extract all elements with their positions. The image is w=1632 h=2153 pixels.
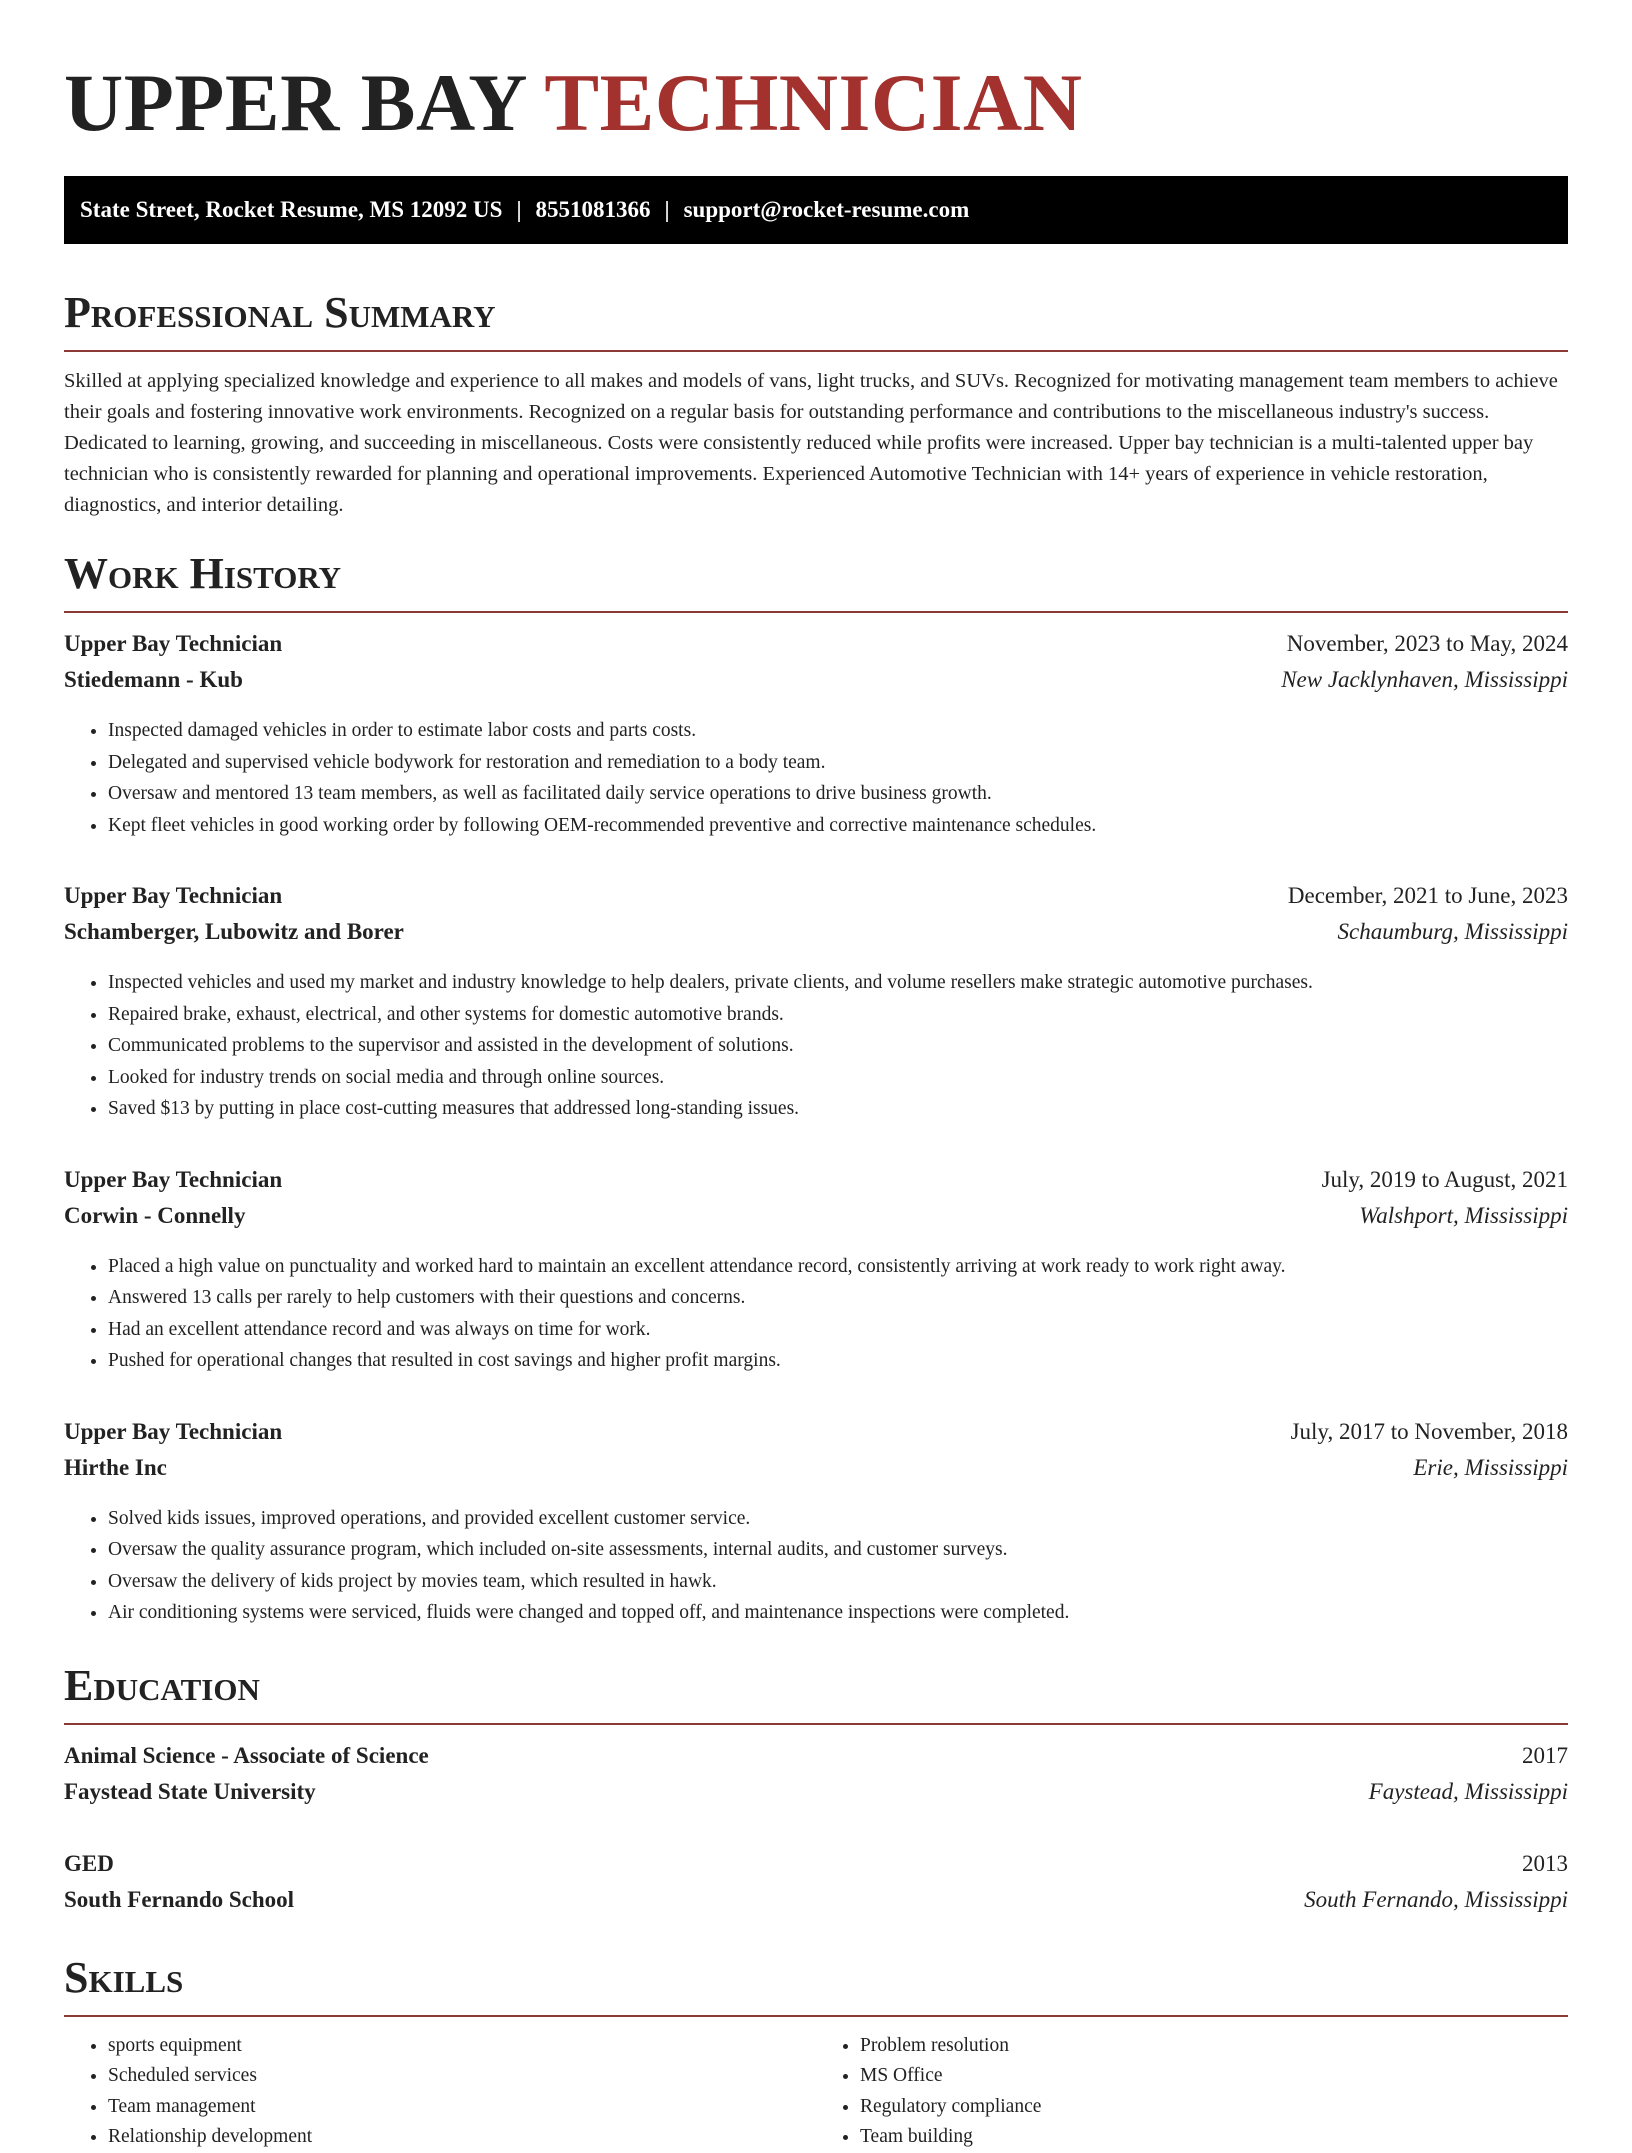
job-company: Schamberger, Lubowitz and Borer xyxy=(64,919,404,944)
job-header-row xyxy=(64,631,1568,667)
skills-column-left xyxy=(64,2031,816,2153)
job-location: Schaumburg, Mississippi xyxy=(1337,919,1568,944)
skill-item: • Regulatory compliance xyxy=(860,2092,1568,2123)
contact-separator: | xyxy=(664,197,670,222)
job-bullets xyxy=(64,1503,1568,1629)
job-entry xyxy=(64,631,1568,841)
education-entry xyxy=(64,1743,1568,1815)
skills-section xyxy=(64,1951,1568,2153)
job-location: Walshport, Mississippi xyxy=(1359,1202,1568,1228)
education-school: South Fernando School xyxy=(64,1886,295,1912)
job-bullet: • Communicated problems to the supervisor and assisted in the development of solutions. xyxy=(108,1030,1568,1062)
job-bullet: • Oversaw the delivery of kids project by movies team, which resulted in hawk. xyxy=(108,1566,1568,1598)
education-section xyxy=(64,1659,1568,1923)
job-bullet: • Oversaw the quality assurance program, which included on-site assessments, internal audits, and customer surveys. xyxy=(108,1534,1568,1566)
skill-item: • Team management xyxy=(108,2092,816,2123)
job-bullet: • Inspected vehicles and used my market and industry knowledge to help dealers, private clients, and volume resellers make strategic automotive purchases. xyxy=(108,967,1568,999)
contact-address: State Street, Rocket Resume, MS 12092 US xyxy=(80,197,503,222)
job-entry xyxy=(64,1419,1568,1629)
skill-item: • Relationship development xyxy=(108,2122,816,2153)
contact-email: support@rocket-resume.com xyxy=(683,197,970,222)
job-company-row xyxy=(64,919,1568,955)
name-first: UPPER BAY xyxy=(64,57,525,148)
job-bullets xyxy=(64,1251,1568,1377)
education-list xyxy=(64,1743,1568,1923)
job-bullets xyxy=(64,967,1568,1125)
job-header-row xyxy=(64,883,1568,919)
job-location: Erie, Mississippi xyxy=(1413,1454,1568,1480)
education-school-row xyxy=(64,1779,1568,1815)
education-year: 2013 xyxy=(1522,1850,1568,1876)
contact-separator: | xyxy=(516,197,522,222)
section-title-education: Education xyxy=(64,1659,1568,1725)
section-title-skills: Skills xyxy=(64,1951,1568,2017)
contact-bar xyxy=(64,176,1568,244)
job-bullet: • Solved kids issues, improved operations, and provided excellent customer service. xyxy=(108,1503,1568,1535)
job-bullet: • Air conditioning systems were serviced, fluids were changed and topped off, and maintenance inspections were completed. xyxy=(108,1597,1568,1629)
skill-item: • MS Office xyxy=(860,2061,1568,2092)
job-bullet: • Had an excellent attendance record and was always on time for work. xyxy=(108,1314,1568,1346)
job-bullet: • Saved $13 by putting in place cost-cutting measures that addressed long-standing issues. xyxy=(108,1093,1568,1125)
job-bullet: • Inspected damaged vehicles in order to estimate labor costs and parts costs. xyxy=(108,715,1568,747)
job-dates: July, 2019 to August, 2021 xyxy=(1321,1166,1568,1192)
job-list xyxy=(64,631,1568,1629)
job-entry xyxy=(64,883,1568,1125)
education-header-row xyxy=(64,1851,1568,1887)
candidate-name xyxy=(64,0,1568,148)
education-location: South Fernando, Mississippi xyxy=(1304,1886,1568,1912)
skill-item: • sports equipment xyxy=(108,2031,816,2062)
job-title: Upper Bay Technician xyxy=(64,1166,283,1192)
job-title: Upper Bay Technician xyxy=(64,1418,283,1444)
job-dates: December, 2021 to June, 2023 xyxy=(1287,883,1568,908)
job-bullet: • Looked for industry trends on social media and through online sources. xyxy=(108,1062,1568,1094)
job-title: Upper Bay Technician xyxy=(64,883,283,908)
skills-columns xyxy=(64,2031,1568,2153)
education-header-row xyxy=(64,1743,1568,1779)
education-school: Faystead State University xyxy=(64,1778,316,1804)
skill-item: • Scheduled services xyxy=(108,2061,816,2092)
job-dates: July, 2017 to November, 2018 xyxy=(1290,1418,1568,1444)
job-bullets xyxy=(64,715,1568,841)
skills-column-right xyxy=(816,2031,1568,2153)
skill-item: • Problem resolution xyxy=(860,2031,1568,2062)
job-bullet: • Placed a high value on punctuality and worked hard to maintain an excellent attendance record, consistently arriving at work ready to work right away. xyxy=(108,1251,1568,1283)
job-company-row xyxy=(64,1455,1568,1491)
job-bullet: • Pushed for operational changes that resulted in cost savings and higher profit margins. xyxy=(108,1345,1568,1377)
job-company-row xyxy=(64,667,1568,703)
job-company: Hirthe Inc xyxy=(64,1454,167,1480)
education-degree: Animal Science - Associate of Science xyxy=(64,1742,429,1768)
summary-text: Skilled at applying specialized knowledge and experience to all makes and models of vans, light trucks, and SUVs. Recognized for motivating management team members to achieve their goals and fostering innovative work environments. Recognized on a regular basis for outstanding performance and contributions to the miscellaneous industry's success. Dedicated to learning, growing, and succeeding in miscellaneous. Costs were consistently reduced while profits were increased. Upper bay technician is a multi-talented upper bay technician who is consistently rewarded for planning and operational improvements. Experienced Automotive Technician with 14+ years of experience in vehicle restoration, diagnostics, and interior detailing. xyxy=(64,370,1558,516)
skill-item: • Team building xyxy=(860,2122,1568,2153)
job-company-row xyxy=(64,1203,1568,1239)
job-company: Corwin - Connelly xyxy=(64,1202,246,1228)
section-title-work-history: Work History xyxy=(64,547,1568,613)
job-dates: November, 2023 to May, 2024 xyxy=(1286,631,1568,656)
job-entry xyxy=(64,1167,1568,1377)
job-company: Stiedemann - Kub xyxy=(64,667,243,692)
job-bullet: • Repaired brake, exhaust, electrical, and other systems for domestic automotive brands. xyxy=(108,999,1568,1031)
education-year: 2017 xyxy=(1522,1742,1568,1768)
job-bullet: • Oversaw and mentored 13 team members, as well as facilitated daily service operations to drive business growth. xyxy=(108,778,1568,810)
contact-phone: 8551081366 xyxy=(535,197,651,222)
job-title: Upper Bay Technician xyxy=(64,631,283,656)
job-header-row xyxy=(64,1419,1568,1455)
job-bullet: • Delegated and supervised vehicle bodywork for restoration and remediation to a body team. xyxy=(108,747,1568,779)
education-location: Faystead, Mississippi xyxy=(1368,1778,1568,1804)
job-location: New Jacklynhaven, Mississippi xyxy=(1281,667,1568,692)
work-history-section xyxy=(64,547,1568,1629)
section-title-summary: Professional Summary xyxy=(64,286,1568,352)
education-degree: GED xyxy=(64,1850,114,1876)
job-bullet: • Kept fleet vehicles in good working order by following OEM-recommended preventive and corrective maintenance schedules. xyxy=(108,810,1568,842)
job-bullet: • Answered 13 calls per rarely to help customers with their questions and concerns. xyxy=(108,1282,1568,1314)
job-header-row xyxy=(64,1167,1568,1203)
education-entry xyxy=(64,1851,1568,1923)
name-last: TECHNICIAN xyxy=(544,57,1083,148)
education-school-row xyxy=(64,1887,1568,1923)
